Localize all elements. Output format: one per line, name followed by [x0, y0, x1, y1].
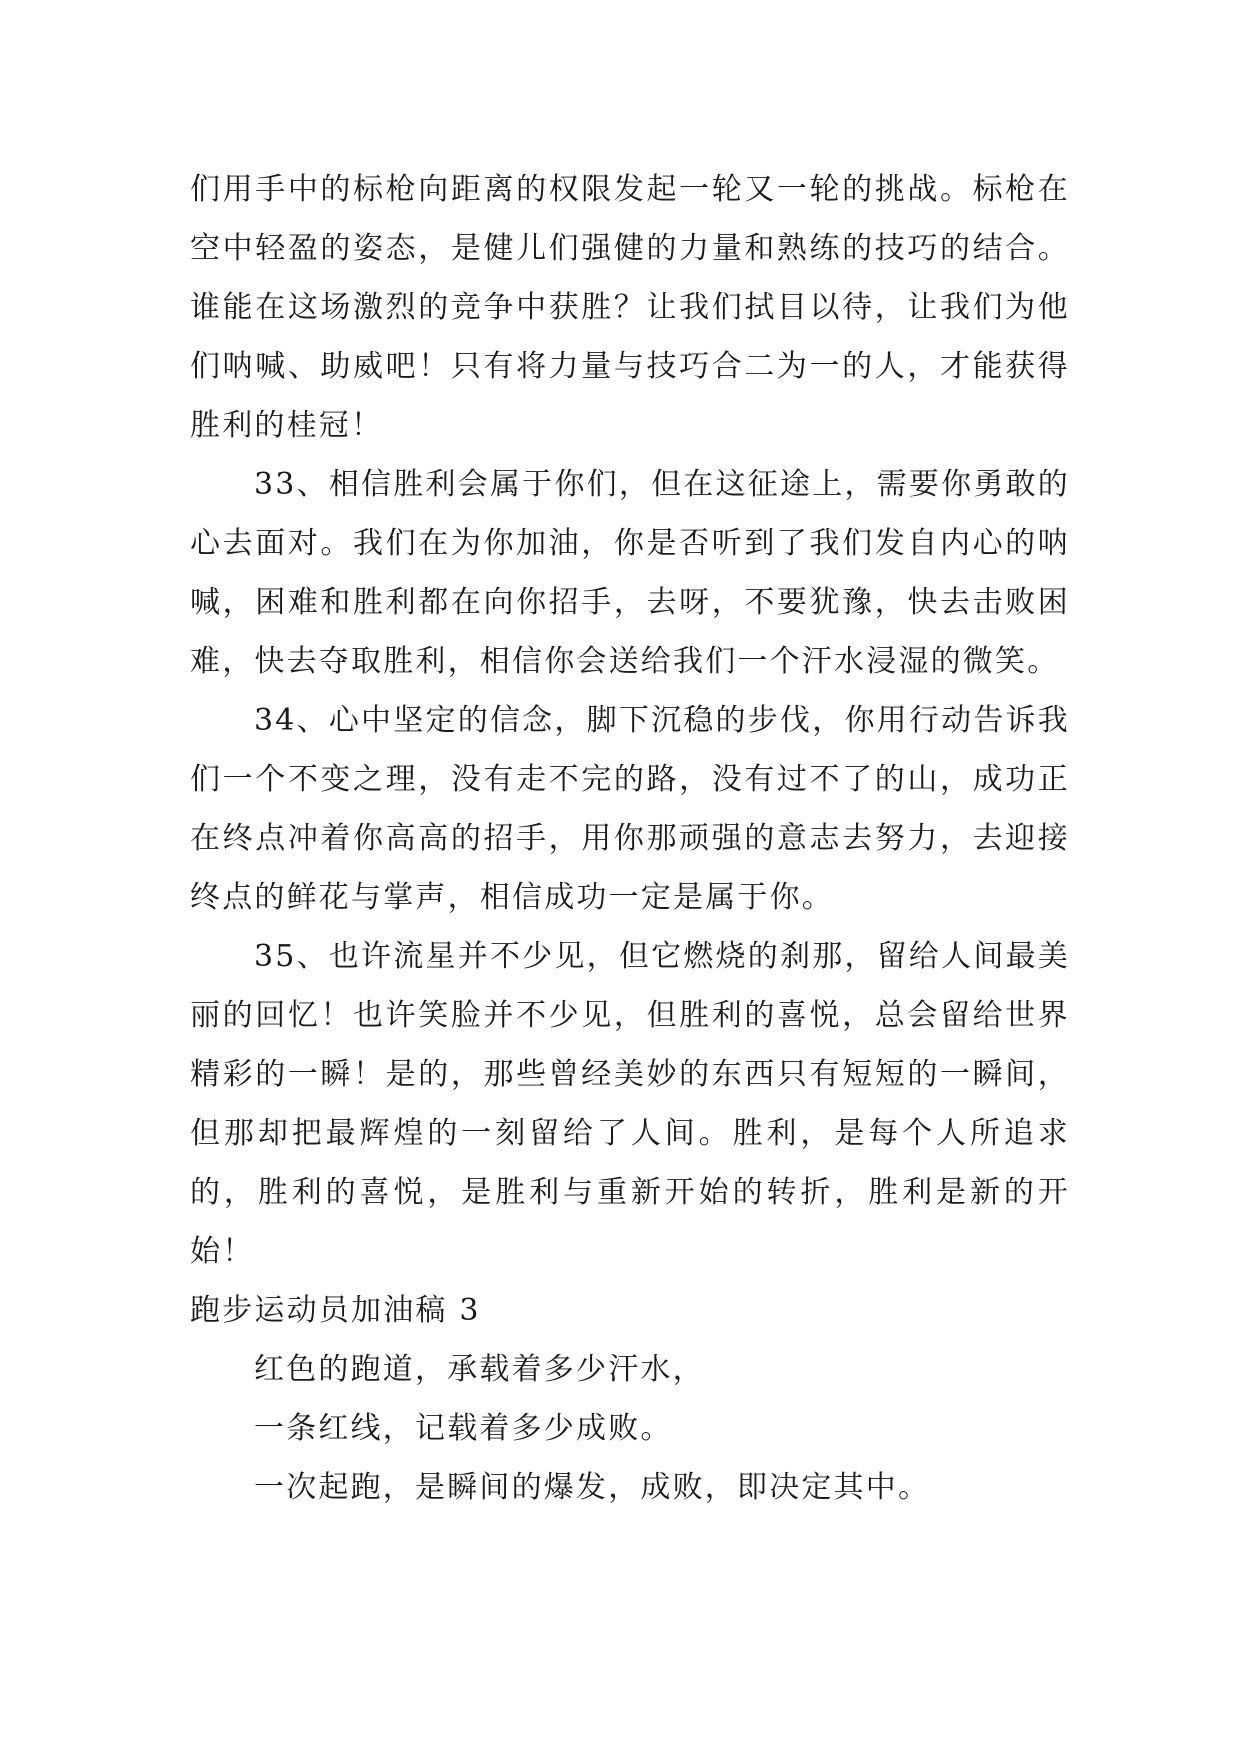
poem-line-3: 一次起跑，是瞬间的爆发，成败，即决定其中。: [254, 1470, 931, 1505]
paragraph-continuation: 们用手中的标枪向距离的权限发起一轮又一轮的挑战。标枪在空中轻盈的姿态，是健儿们强健的力量和熟练的技巧的结合。谁能在这场激烈的竞争中获胜？让我们拭目以待，让我们为他们呐喊、助威吧！只有将力量与技巧合二为一的人，才能获得胜利的桂冠！: [190, 172, 1070, 443]
paragraph-35: 35、也许流星并不少见，但它燃烧的刹那，留给人间最美丽的回忆！也许笑脸并不少见，但胜利的喜悦，总会留给世界精彩的一瞬！是的，那些曾经美妙的东西只有短短的一瞬间，但那却把最辉煌的一刻留给了人间。胜利，是每个人所追求的，胜利的喜悦，是胜利与重新开始的转折，胜利是新的开始！: [190, 939, 1070, 1269]
poem-line-2: 一条红线，记载着多少成败。: [254, 1411, 673, 1446]
document-body: [190, 160, 1070, 1517]
section-title: 跑步运动员加油稿 3: [190, 1293, 481, 1328]
paragraph-33: 33、相信胜利会属于你们，但在这征途上，需要你勇敢的心去面对。我们在为你加油，你是否听到了我们发自内心的呐喊，困难和胜利都在向你招手，去呀，不要犹豫，快去击败困难，快去夺取胜利，相信你会送给我们一个汗水浸湿的微笑。: [190, 467, 1070, 679]
poem-line-1: 红色的跑道，承载着多少汗水，: [254, 1352, 705, 1387]
paragraph-34: 34、心中坚定的信念，脚下沉稳的步伐，你用行动告诉我们一个不变之理，没有走不完的路，没有过不了的山，成功正在终点冲着你高高的招手，用你那顽强的意志去努力，去迎接终点的鲜花与掌声，相信成功一定是属于你。: [190, 703, 1070, 915]
